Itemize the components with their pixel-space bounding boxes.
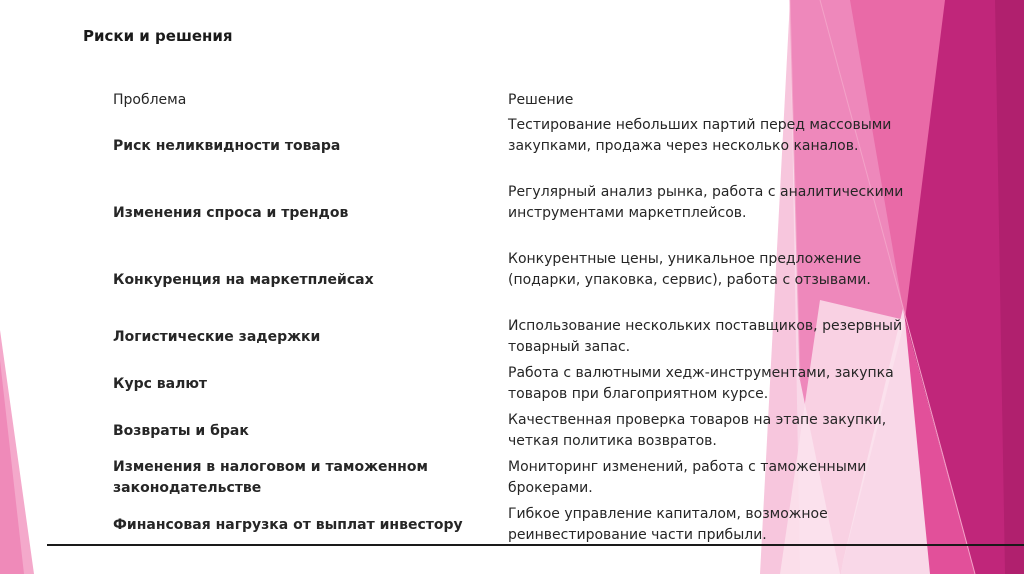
solution-cell: Мониторинг изменений, работа с таможенными брокерами. bbox=[508, 459, 867, 496]
table-row bbox=[113, 249, 1003, 313]
table-row bbox=[113, 115, 1003, 179]
table-row bbox=[113, 182, 1003, 246]
table-row bbox=[113, 316, 1003, 360]
column-header-solution: Решение bbox=[508, 92, 574, 108]
problem-cell: Курс валют bbox=[113, 376, 208, 392]
problem-cell: Изменения спроса и трендов bbox=[113, 205, 349, 221]
solution-cell: Конкурентные цены, уникальное предложение (подарки, упаковка, сервис), работа с отзывами. bbox=[508, 251, 871, 288]
slide-title: Риски и решения bbox=[83, 27, 233, 45]
problem-cell: Финансовая нагрузка от выплат инвестору bbox=[113, 517, 463, 533]
table-row bbox=[113, 457, 1003, 501]
solution-cell: Работа с валютными хедж-инструментами, закупка товаров при благоприятном курсе. bbox=[508, 365, 894, 402]
problem-cell: Изменения в налоговом и таможенном законодательстве bbox=[113, 459, 428, 496]
solution-cell: Использование нескольких поставщиков, резервный товарный запас. bbox=[508, 318, 903, 355]
solution-cell: Тестирование небольших партий перед массовыми закупками, продажа через несколько каналов. bbox=[508, 117, 892, 154]
table-row bbox=[113, 504, 1003, 548]
solution-cell: Регулярный анализ рынка, работа с аналитическими инструментами маркетплейсов. bbox=[508, 184, 904, 221]
table-row bbox=[113, 363, 1003, 407]
column-header-problem: Проблема bbox=[113, 92, 187, 108]
solution-cell: Качественная проверка товаров на этапе закупки, четкая политика возвратов. bbox=[508, 412, 887, 449]
problem-cell: Конкуренция на маркетплейсах bbox=[113, 272, 374, 288]
bottom-divider bbox=[47, 544, 1024, 546]
problem-cell: Риск неликвидности товара bbox=[113, 138, 341, 154]
table-row bbox=[113, 410, 1003, 454]
left-pink-strip-dark bbox=[0, 360, 24, 574]
problem-cell: Возвраты и брак bbox=[113, 423, 249, 439]
solution-cell: Гибкое управление капиталом, возможное реинвестирование части прибыли. bbox=[508, 506, 828, 543]
problem-cell: Логистические задержки bbox=[113, 329, 321, 345]
